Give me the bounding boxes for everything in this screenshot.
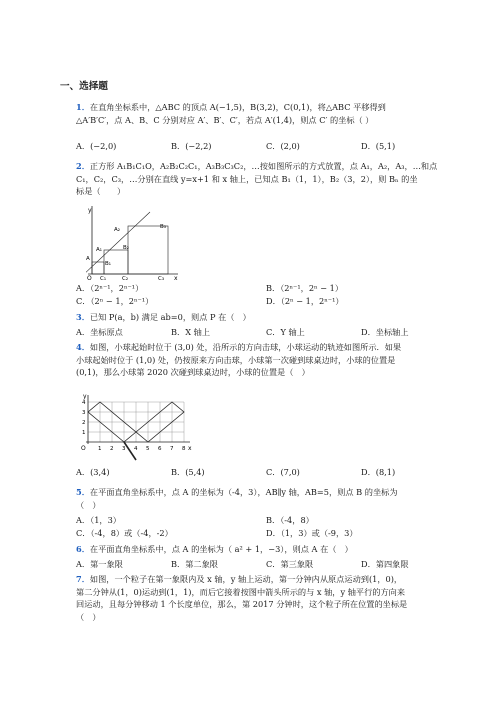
options-q6	[76, 558, 456, 571]
label-a: A	[86, 256, 90, 262]
option-c[interactable]: C．（2ⁿ − 1，2ⁿ⁻¹）	[76, 295, 154, 306]
options-q4	[76, 466, 456, 479]
options-q5	[76, 514, 456, 539]
grid	[88, 402, 184, 442]
option-a[interactable]: A．坐标原点	[76, 327, 123, 337]
question-6	[76, 543, 448, 556]
option-c[interactable]: C．(7,0)	[266, 467, 300, 477]
option-b[interactable]: B．（2ⁿ⁻¹，2ⁿ − 1）	[266, 283, 344, 293]
question-number: 4．	[76, 342, 90, 352]
question-number: 7．	[76, 574, 90, 584]
option-c[interactable]: C．（-4，8）或（-4，-2）	[76, 527, 173, 538]
question-text: 已知 P(a，b) 满足 ab=0，则点 P 在（ ）	[89, 312, 251, 322]
label-y: y	[88, 207, 92, 214]
option-d[interactable]: D．(8,1)	[361, 467, 396, 477]
question-text: （ ）	[76, 499, 101, 510]
option-a[interactable]: A．(3,4)	[76, 467, 110, 477]
square-1	[92, 262, 104, 274]
y-tick-3: 3	[82, 410, 86, 416]
label-c1: C₁	[100, 276, 107, 280]
x-tick-2: 2	[110, 446, 114, 452]
x-tick-7: 7	[170, 446, 174, 452]
label-b2: B₂	[123, 245, 129, 251]
option-c[interactable]: C．Y 轴上	[266, 327, 305, 337]
x-tick-1: 1	[98, 446, 102, 452]
line-y-eq-x-plus-1	[86, 212, 150, 276]
x-tick-3: 3	[122, 446, 126, 452]
label-o: O	[87, 275, 92, 280]
question-number: 3．	[76, 312, 90, 322]
options-q2	[76, 282, 456, 307]
square-3	[128, 226, 168, 274]
options-q1	[76, 140, 456, 153]
question-number: 5．	[76, 487, 90, 497]
section-title: 一、选择题	[60, 81, 108, 92]
question-text: 第二分钟从(1，0)运动到(1，1)，而后它接着按图中箭头所示的与 x 轴，y 轴平行的方向来	[76, 586, 406, 597]
label-b1: B₁	[105, 261, 111, 267]
y-tick-2: 2	[82, 420, 86, 426]
option-d[interactable]: D．（1，3）或（-9，3）	[266, 527, 358, 538]
question-text: 在平面直角坐标系中，点 A 的坐标为（ a² + 1，−3），则点 A 在（ ）	[89, 544, 353, 554]
question-7	[76, 573, 448, 624]
question-1	[76, 101, 448, 126]
y-tick-1: 1	[82, 430, 86, 436]
question-4	[76, 341, 448, 379]
label-x: x	[188, 445, 192, 452]
label-y: y	[83, 393, 87, 400]
question-text: 正方形 A₁B₁C₁O，A₂B₂C₂C₁，A₃B₃C₃C₂，…按如图所示的方式放置，点 A₁，A₂，A₃，…和点	[89, 161, 438, 171]
option-b[interactable]: B．(5,4)	[171, 467, 205, 477]
option-d[interactable]: D．坐标轴上	[361, 327, 409, 337]
question-number: 1．	[76, 102, 90, 112]
question-text: C₁，C₂，C₃，…分别在直线 y=x+1 和 x 轴上，已知点 B₁（1，1），B₂（3，2），则 Bₙ 的坐	[76, 173, 418, 184]
question-text: 如图，一个粒子在第一象限内及 x 轴，y 轴上运动，第一分钟内从原点运动到(1，0)，	[89, 574, 403, 584]
x-tick-4: 4	[134, 446, 138, 452]
question-text: 回运动，且每分钟移动 1 个长度单位，那么，第 2017 分钟时，这个粒子所在位置的坐标是	[76, 599, 408, 610]
question-text: 如图，小球起始时位于 (3,0) 处，沿所示的方向击球，小球运动的轨迹如图所示．如果	[89, 342, 402, 352]
figure-squares	[86, 204, 182, 280]
label-a2: A₂	[114, 227, 120, 233]
question-text: 在直角坐标系中，△ABC 的顶点 A(−1,5)，B(3,2)，C(0,1)，将△ABC 平移得到	[89, 102, 386, 112]
question-text: （ ）	[76, 612, 101, 623]
option-b[interactable]: B．(−2,2)	[171, 141, 212, 151]
label-c2: C₂	[122, 276, 129, 280]
question-text: (0,1)，那么小球第 2020 次碰到球桌边时，小球的位置是（ ）	[76, 367, 310, 378]
option-b[interactable]: B．第二象限	[171, 559, 218, 569]
option-a[interactable]: A．（1，3）	[76, 515, 121, 525]
label-b3: B₃	[160, 224, 166, 230]
question-number: 6．	[76, 544, 90, 554]
question-2	[76, 160, 448, 198]
option-b[interactable]: B．X 轴上	[171, 327, 211, 337]
label-a1: A₁	[96, 247, 102, 253]
option-d[interactable]: D．（2ⁿ − 1，2ⁿ⁻¹）	[266, 295, 344, 306]
x-tick-5: 5	[146, 446, 150, 452]
y-tick-4: 4	[82, 400, 86, 406]
question-text: △A′B′C′，点 A、B、C 分别对应 A′、B′、C′，若点 A′(1,4)，则点 C′ 的坐标（ ）	[76, 114, 374, 125]
question-number: 2．	[76, 161, 90, 171]
question-text: 标是（ ）	[76, 186, 126, 197]
question-5	[76, 486, 448, 511]
question-text: 在平面直角坐标系中，点 A 的坐标为（-4，3），AB∥y 轴，AB=5，则点 B 的坐标为	[89, 487, 398, 497]
figure-billiard	[78, 392, 194, 462]
x-tick-6: 6	[158, 446, 162, 452]
label-x: x	[174, 275, 178, 280]
question-text: 小球起始时位于 (1,0) 处，仍按原来方向击球，小球第一次碰到球桌边时，小球的位置是	[76, 354, 396, 365]
option-a[interactable]: A．第一象限	[76, 559, 123, 569]
options-q3	[76, 326, 456, 339]
option-d[interactable]: D．第四象限	[361, 559, 409, 569]
question-3	[76, 311, 448, 324]
option-a[interactable]: A．（2ⁿ⁻¹，2ⁿ⁻¹）	[76, 283, 144, 293]
label-o: O	[81, 445, 86, 452]
option-c[interactable]: C．(2,0)	[266, 141, 300, 151]
option-b[interactable]: B．（-4，8）	[266, 515, 314, 525]
option-c[interactable]: C．第三象限	[266, 559, 314, 569]
option-d[interactable]: D．(5,1)	[361, 141, 396, 151]
label-c3: C₃	[158, 276, 165, 280]
x-tick-8: 8	[182, 446, 186, 452]
option-a[interactable]: A．(−2,0)	[76, 141, 117, 151]
